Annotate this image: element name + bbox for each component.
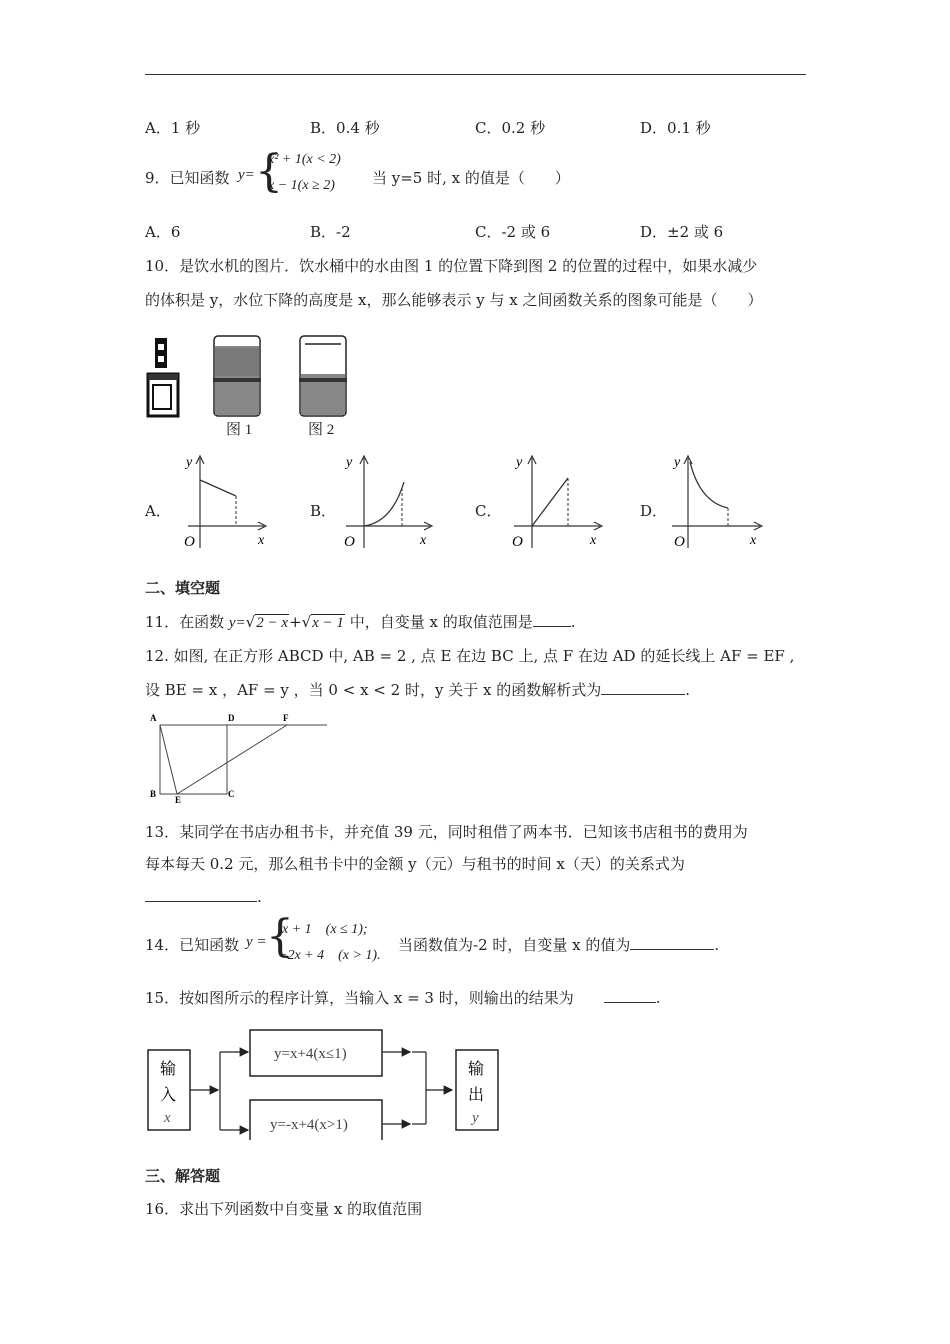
q15-text: 15．按如图所示的程序计算，当输入 x = 3 时，则输出的结果为 .: [145, 989, 661, 1007]
graph-b: [332, 452, 442, 552]
q14-brace: {: [266, 911, 294, 962]
program-flowchart: [140, 1018, 510, 1140]
label-e: E: [175, 795, 182, 805]
graph-c-origin: O: [512, 534, 523, 550]
graph-c: [500, 452, 610, 552]
graph-a: [168, 452, 278, 552]
q13-line2: 每本每天 0.2 元，那么租书卡中的金额 y（元）与租书的时间 x（天）的关系式为: [145, 855, 685, 873]
label-f: F: [283, 713, 289, 723]
fig1-label: 图 1: [226, 422, 253, 438]
q14-case2: −2x + 4 (x > 1).: [278, 948, 381, 963]
input-label-2: 入: [160, 1087, 177, 1104]
label-a: A: [150, 713, 157, 723]
q9-option-d: D．±2 或 6: [640, 223, 724, 241]
graph-d: [662, 452, 772, 552]
graph-b-label: B．: [310, 502, 337, 520]
graph-c-y: y: [516, 455, 523, 470]
q9-brace: {: [255, 146, 283, 197]
q10-line1: 10．是饮水机的图片．饮水桶中的水由图 1 的位置下降到图 2 的位置的过程中，如果水减少: [145, 257, 758, 275]
q9-case2: x − 1(x ≥ 2): [268, 178, 335, 193]
q12-line1: 12. 如图, 在正方形 ABCD 中, AB = 2 , 点 E 在边 BC 上, 点 F 在边 AD 的延长线上 AF = EF ,: [145, 647, 795, 665]
input-label-1: 输: [160, 1061, 177, 1078]
graph-b-y: y: [346, 455, 353, 470]
q9-case1: x² + 1(x < 2): [268, 152, 341, 167]
bucket-figure-2: [299, 336, 347, 416]
output-label-1: 输: [468, 1061, 485, 1078]
graph-a-origin: O: [184, 534, 195, 550]
q14-post: 当函数值为-2 时，自变量 x 的值为 .: [398, 936, 720, 954]
q16-text: 16．求出下列函数中自变量 x 的取值范围: [145, 1200, 423, 1218]
fig2-label: 图 2: [308, 422, 335, 438]
graph-c-label: C．: [475, 502, 502, 520]
q8-option-c: C．0.2 秒: [475, 119, 546, 137]
dispenser-icon: [148, 338, 178, 416]
box-top-text: y=x+4(x≤1): [274, 1046, 347, 1062]
input-label-3: x: [164, 1110, 171, 1126]
q8-option-b: B．0.4 秒: [310, 119, 380, 137]
graph-a-label: A．: [145, 502, 171, 520]
q9-tail: 当 y=5 时, x 的值是（ ）: [372, 169, 570, 187]
bucket-figure-1: [213, 336, 261, 416]
label-b: B: [150, 789, 157, 799]
section-3-heading: 三、解答题: [145, 1167, 221, 1185]
graph-d-label: D．: [640, 502, 668, 520]
graph-a-x: x: [258, 533, 265, 548]
q14-y-equals: y =: [246, 934, 267, 950]
header-rule: [145, 74, 806, 75]
water-dispenser-figure: [140, 330, 360, 442]
graph-c-x: x: [590, 533, 597, 548]
q13-line1: 13．某同学在书店办租书卡，并充值 39 元，同时租借了两本书．已知该书店租书的费用为: [145, 823, 748, 841]
q14-case1: x + 1 (x ≤ 1);: [282, 922, 368, 937]
q13-answer-blank: .: [145, 887, 262, 906]
graph-d-y: y: [674, 455, 681, 470]
q14-pre: 14．已知函数: [145, 936, 240, 954]
graph-d-x: x: [750, 533, 757, 548]
graph-a-y: y: [186, 455, 193, 470]
section-2-heading: 二、填空题: [145, 579, 221, 597]
q11: 11．在函数 y=√2 − x+√x − 1 中，自变量 x 的取值范围是 .: [145, 613, 576, 631]
square-abcd-figure: [145, 710, 335, 805]
q8-option-a: A．1 秒: [145, 119, 201, 137]
graph-d-origin: O: [674, 534, 685, 550]
q9-option-b: B．-2: [310, 223, 351, 241]
output-label-3: y: [472, 1110, 479, 1126]
label-d: D: [228, 713, 235, 723]
q9-option-c: C．-2 或 6: [475, 223, 551, 241]
label-c: C: [228, 789, 235, 799]
q9-option-a: A．6: [145, 223, 181, 241]
q12-line2: 设 BE = x ，AF = y ，当 0 < x < 2 时，y 关于 x 的函数解析式为 .: [145, 681, 690, 699]
graph-b-origin: O: [344, 534, 355, 550]
q8-option-d: D．0.1 秒: [640, 119, 711, 137]
output-label-2: 出: [468, 1087, 485, 1104]
graph-b-x: x: [420, 533, 427, 548]
box-bottom-text: y=-x+4(x>1): [270, 1117, 348, 1133]
q9-y-equals: y=: [238, 167, 255, 183]
q9-number: 9．已知函数: [145, 169, 230, 187]
q10-line2: 的体积是 y，水位下降的高度是 x，那么能够表示 y 与 x 之间函数关系的图象可能是（ ）: [145, 291, 763, 309]
